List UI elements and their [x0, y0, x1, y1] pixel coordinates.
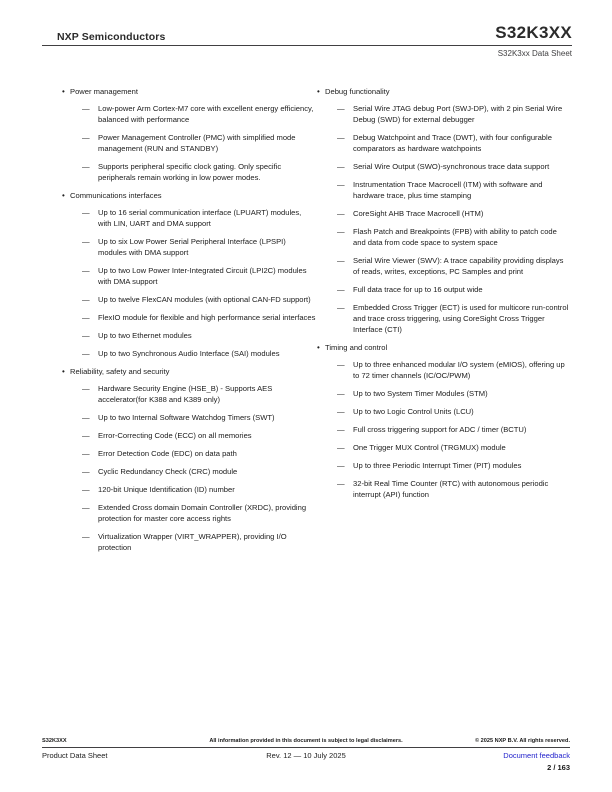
bullet-icon: • — [62, 366, 65, 376]
dash-icon: — — [337, 303, 345, 312]
feature-category-label: Power management — [70, 87, 138, 96]
bullet-icon: • — [62, 86, 65, 96]
feature-item — [317, 302, 571, 335]
bullet-icon: • — [317, 86, 320, 96]
feature-item-text: Up to two Low Power Inter-Integrated Circuit (LPI2C) modules with DMA support — [98, 266, 307, 286]
dash-icon: — — [82, 104, 90, 113]
dash-icon: — — [82, 349, 90, 358]
footer-rule — [42, 747, 570, 748]
footer-doc-id: S32K3XX — [42, 738, 67, 744]
dash-icon: — — [82, 384, 90, 393]
feature-item-text: Up to two Ethernet modules — [98, 331, 192, 340]
feature-item — [62, 448, 316, 459]
dash-icon: — — [337, 407, 345, 416]
dash-icon: — — [337, 180, 345, 189]
dash-icon: — — [82, 266, 90, 275]
feature-item-text: Cyclic Redundancy Check (CRC) module — [98, 467, 238, 476]
feature-item-text: Up to two Synchronous Audio Interface (SAI) modules — [98, 349, 280, 358]
feature-item — [317, 103, 571, 125]
feature-item — [62, 412, 316, 423]
feature-category — [62, 190, 316, 201]
feature-category — [62, 366, 316, 377]
feature-item — [317, 284, 571, 295]
feature-item — [317, 132, 571, 154]
feature-category — [317, 86, 571, 97]
page-header — [42, 0, 572, 58]
feature-item — [62, 103, 316, 125]
dash-icon: — — [82, 133, 90, 142]
footer-legal-text: All information provided in this document is subject to legal disclaimers. — [209, 738, 403, 744]
feature-item — [317, 478, 571, 500]
footer-copyright: © 2025 NXP B.V. All rights reserved. — [474, 738, 570, 744]
features-left-column — [62, 86, 316, 560]
feature-item-text: Full data trace for up to 16 output wide — [353, 285, 483, 294]
dash-icon: — — [82, 485, 90, 494]
product-title: S32K3XX — [495, 23, 572, 42]
feature-item-text: Serial Wire JTAG debug Port (SWJ-DP), with 2 pin Serial Wire Debug (SWD) for external debugger — [353, 104, 563, 124]
page-number: 2 / 163 — [547, 762, 570, 772]
feature-item-text: Error-Correcting Code (ECC) on all memories — [98, 431, 252, 440]
dash-icon: — — [82, 532, 90, 541]
feature-item — [317, 161, 571, 172]
dash-icon: — — [337, 133, 345, 142]
document-feedback-link[interactable]: Document feedback — [503, 750, 570, 760]
feature-item-text: Serial Wire Viewer (SWV): A trace capability providing displays of reads, writes, exceptions, PC Samples and print — [353, 256, 564, 276]
feature-item-text: Hardware Security Engine (HSE_B) - Supports AES accelerator(for K388 and K389 only) — [98, 384, 273, 404]
feature-item — [62, 531, 316, 553]
feature-item — [62, 207, 316, 229]
feature-item — [62, 330, 316, 341]
feature-item-text: Virtualization Wrapper (VIRT_WRAPPER), providing I/O protection — [98, 532, 287, 552]
dash-icon: — — [337, 360, 345, 369]
dash-icon: — — [337, 256, 345, 265]
feature-item — [62, 312, 316, 323]
feature-item-text: Up to two System Timer Modules (STM) — [353, 389, 488, 398]
feature-item-text: Up to two Internal Software Watchdog Timers (SWT) — [98, 413, 275, 422]
dash-icon: — — [82, 237, 90, 246]
dash-icon: — — [82, 449, 90, 458]
bullet-icon: • — [317, 342, 320, 352]
feature-item — [62, 502, 316, 524]
feature-category-label: Communications interfaces — [70, 191, 162, 200]
feature-item — [62, 348, 316, 359]
feature-item — [62, 484, 316, 495]
feature-category-label: Debug functionality — [325, 87, 390, 96]
feature-category — [317, 342, 571, 353]
feature-item-text: Up to twelve FlexCAN modules (with optional CAN-FD support) — [98, 295, 311, 304]
dash-icon: — — [337, 162, 345, 171]
feature-item-text: Instrumentation Trace Macrocell (ITM) with software and hardware trace, plus time stamping — [353, 180, 543, 200]
feature-item — [317, 179, 571, 201]
feature-item-text: Up to 16 serial communication interface (LPUART) modules, with LIN, UART and DMA support — [98, 208, 302, 228]
dash-icon: — — [337, 227, 345, 236]
feature-item-text: CoreSight AHB Trace Macrocell (HTM) — [353, 209, 484, 218]
feature-item-text: Up to two Logic Control Units (LCU) — [353, 407, 474, 416]
feature-item — [62, 236, 316, 258]
dash-icon: — — [82, 331, 90, 340]
dash-icon: — — [82, 295, 90, 304]
dash-icon: — — [337, 389, 345, 398]
bullet-icon: • — [62, 190, 65, 200]
feature-item-text: Up to three enhanced modular I/O system (eMIOS), offering up to 72 timer channels (IC/OC/PWM) — [353, 360, 565, 380]
footer-info-row — [42, 751, 570, 760]
feature-item-text: Serial Wire Output (SWO)-synchronous trace data support — [353, 162, 550, 171]
feature-category-label: Timing and control — [325, 343, 388, 352]
dash-icon: — — [82, 467, 90, 476]
feature-item-text: Power Management Controller (PMC) with simplified mode management (RUN and STANDBY) — [98, 133, 296, 153]
feature-item — [317, 226, 571, 248]
feature-item — [62, 294, 316, 305]
feature-item-text: Supports peripheral specific clock gating. Only specific peripherals remain working in low power modes. — [98, 162, 282, 182]
feature-item-text: Error Detection Code (EDC) on data path — [98, 449, 237, 458]
feature-item-text: Flash Patch and Breakpoints (FPB) with ability to patch code and data from code space to system space — [353, 227, 557, 247]
dash-icon: — — [82, 162, 90, 171]
feature-item — [62, 161, 316, 183]
document-subtitle: S32K3xx Data Sheet — [497, 49, 572, 58]
dash-icon: — — [337, 209, 345, 218]
dash-icon: — — [82, 313, 90, 322]
feature-item-text: FlexIO module for flexible and high performance serial interfaces — [98, 313, 316, 322]
dash-icon: — — [337, 443, 345, 452]
features-right-column — [317, 86, 571, 507]
feature-item — [317, 442, 571, 453]
dash-icon: — — [337, 104, 345, 113]
page-footer — [42, 738, 570, 772]
feature-item — [317, 460, 571, 471]
footer-legal-row — [42, 738, 570, 744]
dash-icon: — — [337, 461, 345, 470]
feature-item — [317, 388, 571, 399]
feature-item-text: Debug Watchpoint and Trace (DWT), with four configurable comparators as hardware watchpoints — [353, 133, 552, 153]
feature-item-text: Up to three Periodic Interrupt Timer (PIT) modules — [353, 461, 522, 470]
dash-icon: — — [82, 431, 90, 440]
feature-item-text: Extended Cross domain Domain Controller (XRDC), providing protection for master core access rights — [98, 503, 307, 523]
feature-category — [62, 86, 316, 97]
feature-item — [62, 265, 316, 287]
dash-icon: — — [82, 413, 90, 422]
feature-item — [317, 208, 571, 219]
vendor-name: NXP Semiconductors — [57, 31, 166, 43]
feature-item — [62, 132, 316, 154]
feature-item-text: 120-bit Unique Identification (ID) number — [98, 485, 235, 494]
feature-item — [317, 359, 571, 381]
feature-item-text: Full cross triggering support for ADC / timer (BCTU) — [353, 425, 527, 434]
feature-item — [317, 406, 571, 417]
feature-item-text: Low-power Arm Cortex-M7 core with excellent energy efficiency, balanced with performance — [98, 104, 314, 124]
feature-item-text: Up to six Low Power Serial Peripheral Interface (LPSPI) modules with DMA support — [98, 237, 286, 257]
feature-item — [62, 430, 316, 441]
feature-item-text: 32-bit Real Time Counter (RTC) with autonomous periodic interrupt (API) function — [353, 479, 549, 499]
feature-item — [62, 466, 316, 477]
dash-icon: — — [337, 479, 345, 488]
feature-item-text: Embedded Cross Trigger (ECT) is used for multicore run-control and trace cross triggering, using CoreSight Cross Trigger Interface (CTI) — [353, 303, 569, 334]
feature-item-text: One Trigger MUX Control (TRGMUX) module — [353, 443, 506, 452]
feature-item — [317, 424, 571, 435]
feature-category-label: Reliability, safety and security — [70, 367, 170, 376]
header-row — [42, 0, 572, 43]
footer-doc-type: Product Data Sheet — [42, 750, 108, 760]
dash-icon: — — [82, 208, 90, 217]
dash-icon: — — [82, 503, 90, 512]
dash-icon: — — [337, 285, 345, 294]
footer-revision: Rev. 12 — 10 July 2025 — [266, 750, 346, 760]
feature-item — [317, 255, 571, 277]
dash-icon: — — [337, 425, 345, 434]
feature-item — [62, 383, 316, 405]
